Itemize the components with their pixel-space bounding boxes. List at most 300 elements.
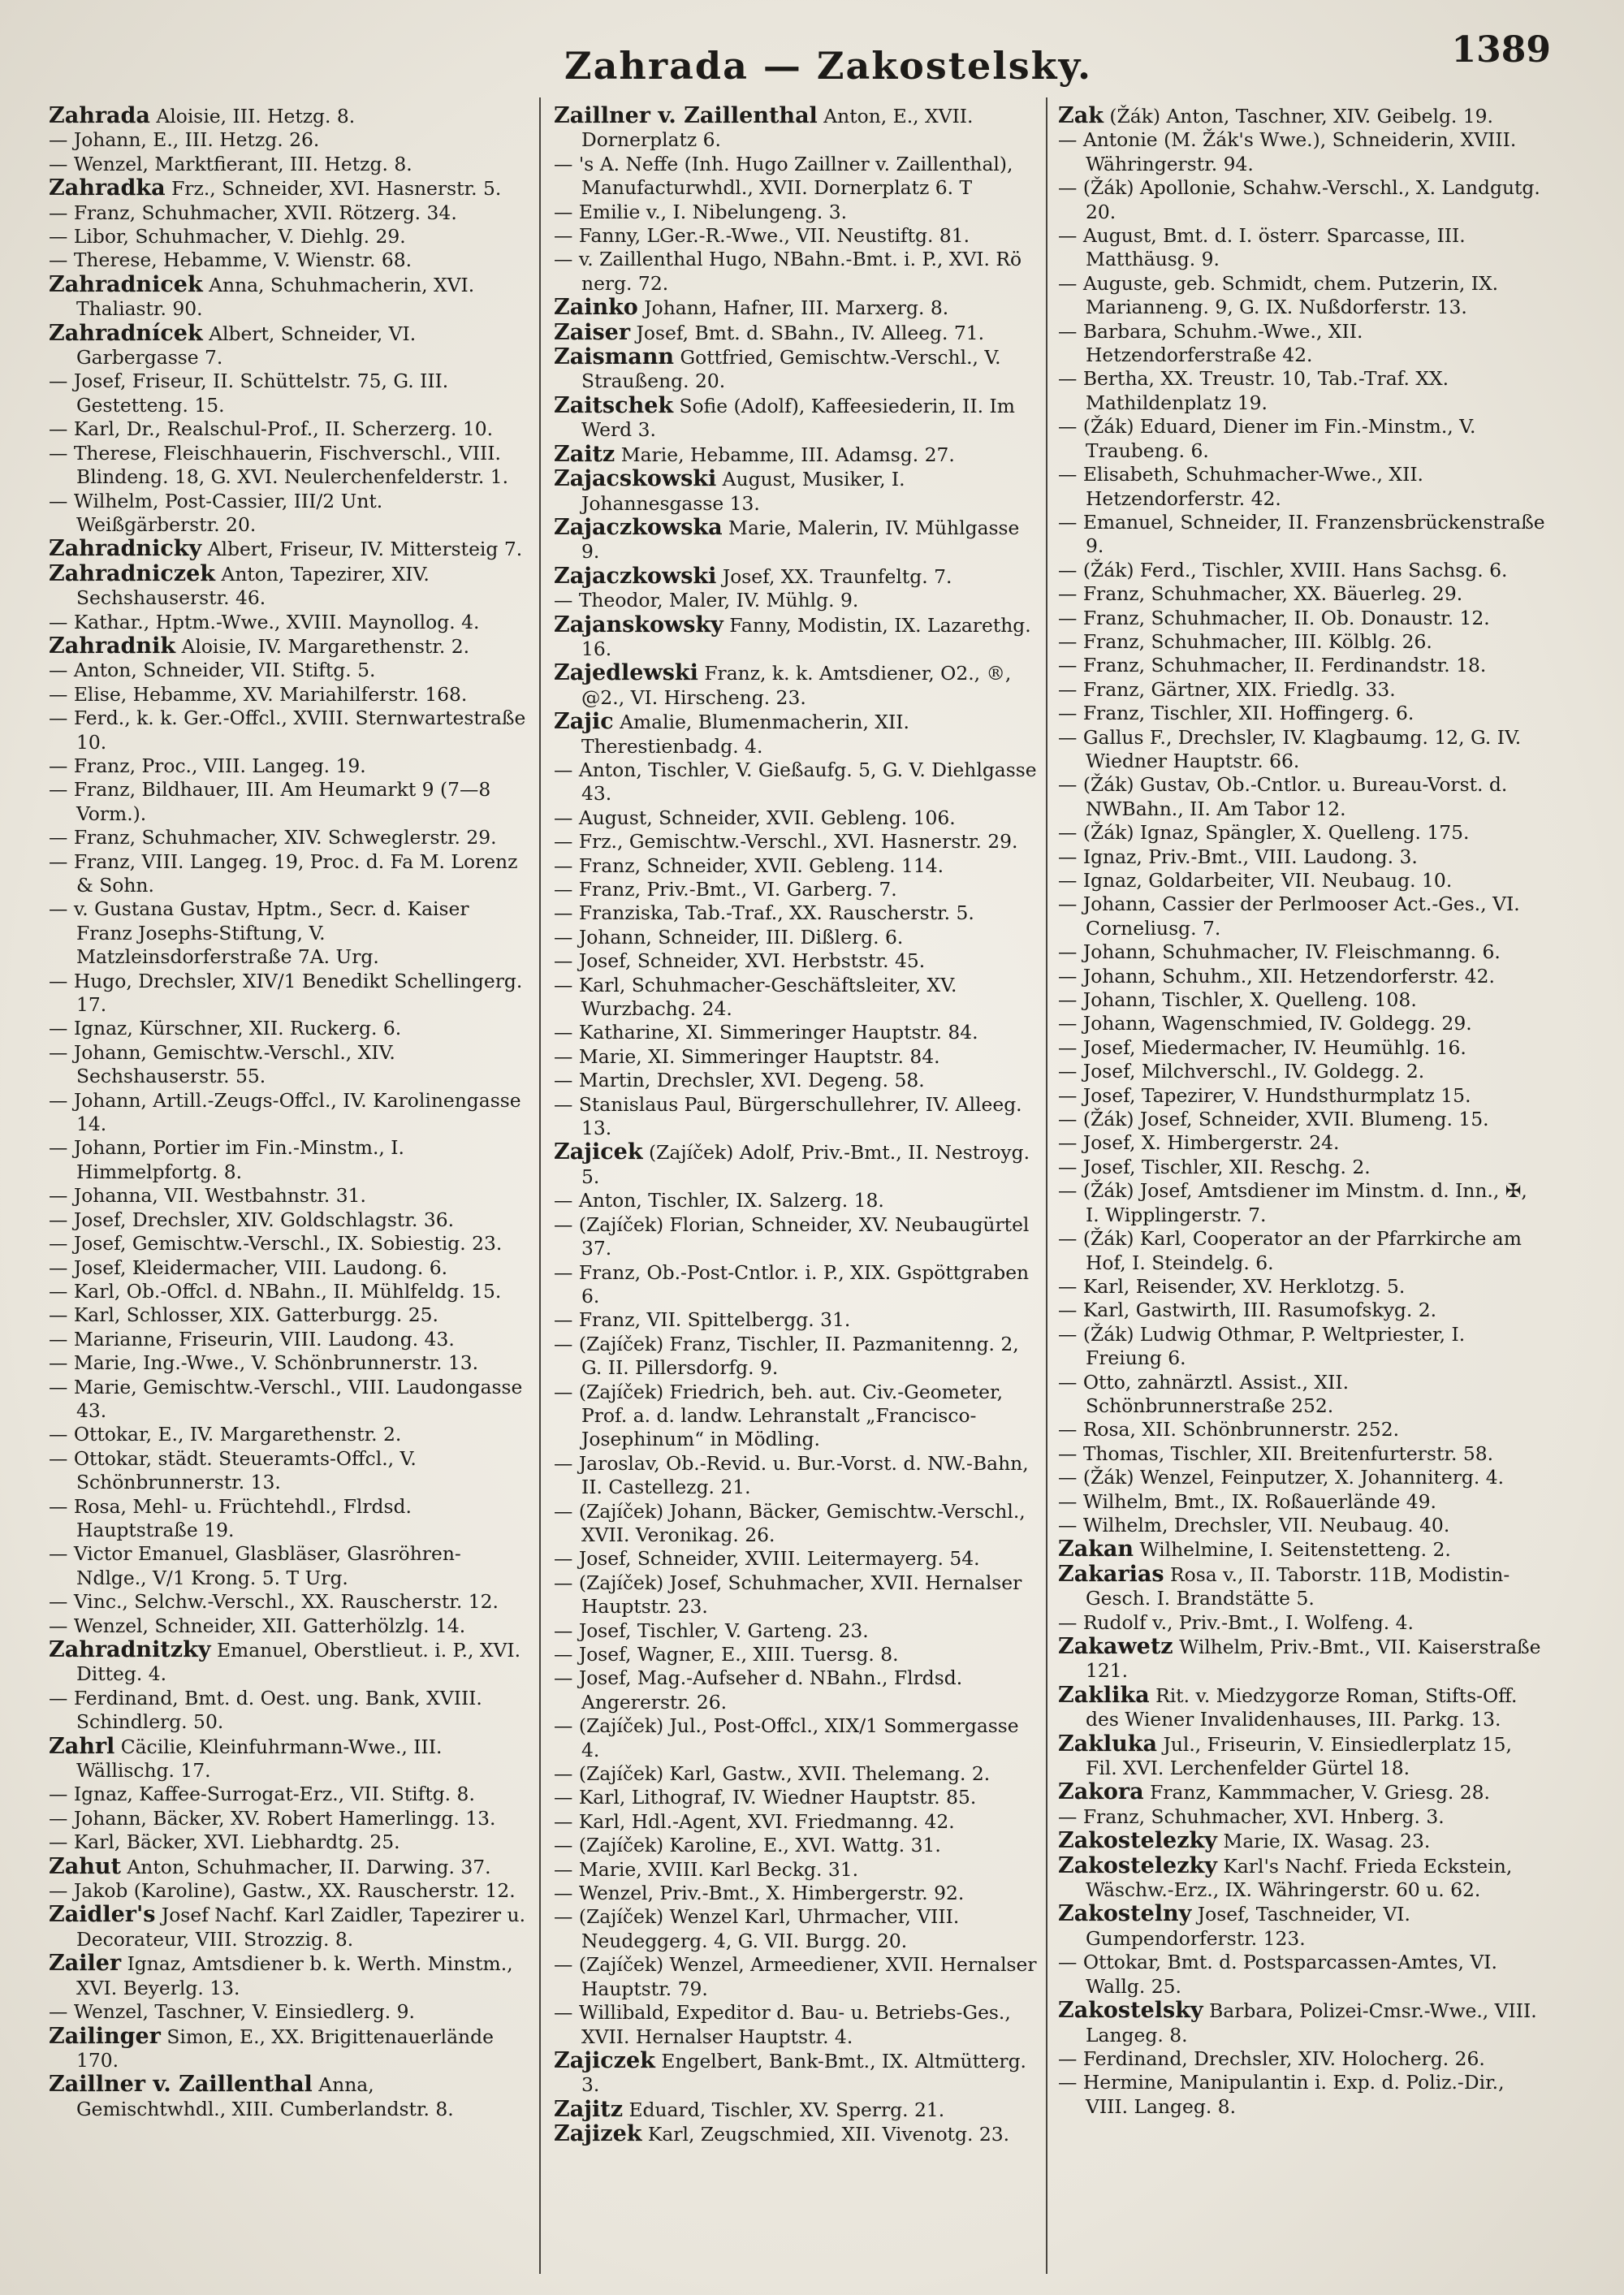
entry-text: (Zajíček) Adolf, Priv.-Bmt., II. Nestroyg. 5. (581, 1141, 1030, 1188)
entry-text: — (Zajíček) Friedrich, beh. aut. Civ.-Geometer, Prof. a. d. landw. Lehranstalt „Francisco-Josephinum“ in Mödling. (554, 1380, 1004, 1451)
directory-entry (554, 1547, 1037, 1571)
entry-text: — (Zajíček) Karoline, E., XVI. Wattg. 31. (554, 1834, 941, 1857)
entry-text: — Antonie (M. Žák's Wwe.), Schneiderin, XVIII. Währingerstr. 94. (1058, 128, 1517, 175)
directory-entry (1058, 630, 1545, 654)
directory-entry (1058, 1036, 1545, 1060)
entry-surname: Zak (1058, 104, 1104, 128)
directory-entry (49, 1280, 528, 1303)
directory-entry (1058, 988, 1545, 1012)
directory-entry (554, 153, 1037, 201)
directory-entry (554, 806, 1037, 830)
entry-text: — Josef, Milchverschl., IV. Goldegg. 2. (1058, 1060, 1425, 1083)
entry-surname: Zajic (554, 709, 614, 735)
directory-entry (554, 1810, 1037, 1834)
directory-entry (49, 249, 528, 272)
entry-text: — Bertha, XX. Treustr. 10, Tab.-Traf. XX. Mathildenplatz 19. (1058, 367, 1449, 414)
directory-entry (49, 897, 528, 969)
directory-entry (49, 1376, 528, 1424)
directory-entry (49, 153, 528, 176)
directory-entry (554, 759, 1037, 806)
directory-entry (49, 104, 528, 128)
directory-entry (49, 1855, 528, 1879)
directory-entry (1058, 1084, 1545, 1108)
directory-entry (49, 1423, 528, 1446)
directory-entry (49, 1089, 528, 1137)
entry-text: — (Žák) Wenzel, Feinputzer, X. Johanniterg. 4. (1058, 1466, 1505, 1489)
page-title: Zahrada — Zakostelsky. (564, 44, 1092, 88)
entry-text: — (Žák) Ludwig Othmar, P. Weltpriester, I. Freiung 6. (1058, 1322, 1466, 1370)
directory-entry (554, 1714, 1037, 1762)
entry-text: — (Zajíček) Johann, Bäcker, Gemischtw.-Verschl., XVII. Veronikag. 26. (554, 1499, 1026, 1546)
directory-entry (554, 1953, 1037, 2001)
entry-surname: Zajedlewski (554, 660, 698, 686)
directory-entry (554, 2122, 1037, 2146)
entry-text: — (Žák) Gustav, Ob.-Cntlor. u. Bureau-Vorst. d. NWBahn., II. Am Tabor 12. (1058, 773, 1508, 820)
entry-text: — Libor, Schuhmacher, V. Diehlg. 29. (49, 225, 406, 249)
directory-entry (1058, 1060, 1545, 1083)
entry-text: — Josef, Schneider, XVI. Herbststr. 45. (554, 949, 926, 973)
directory-entry (1058, 965, 1545, 988)
directory-entry (49, 1017, 528, 1040)
directory-entry (1058, 176, 1545, 224)
directory-entry (1058, 559, 1545, 582)
entry-text: — Johann, Wagenschmied, IV. Goldegg. 29. (1058, 1012, 1472, 1035)
entry-text: — Ottokar, Bmt. d. Postsparcassen-Amtes, VI. Wallg. 25. (1058, 1951, 1497, 1998)
entry-surname: Zajanskowsky (554, 612, 723, 638)
directory-entry (554, 926, 1037, 949)
directory-entry (49, 273, 528, 322)
entry-text: Johann, Hafner, III. Marxerg. 8. (644, 296, 949, 320)
entry-text: — Karl, Lithograf, IV. Wiedner Hauptstr. 85. (554, 1786, 977, 1809)
entry-text: — Otto, zahnärztl. Assist., XII. Schönbrunnerstraße 252. (1058, 1370, 1350, 1417)
directory-entry (49, 1447, 528, 1495)
entry-text: Josef, XX. Traunfeltg. 7. (722, 564, 952, 588)
directory-entry (1058, 1442, 1545, 1466)
entry-text: Fanny, Modistin, IX. Lazarethg. 16. (581, 613, 1031, 660)
directory-entry (554, 345, 1037, 394)
directory-entry (1058, 224, 1545, 272)
directory-entry (554, 104, 1037, 153)
entry-text: Jul., Friseurin, V. Einsiedlerplatz 15, Fil. XVI. Lerchenfelder Gürtel 18. (1086, 1732, 1512, 1780)
entry-text: Aloisie, III. Hetzg. 8. (156, 105, 356, 128)
entry-text: — Johann, E., III. Hetzg. 26. (49, 128, 320, 152)
directory-entry (554, 2098, 1037, 2122)
entry-text: Marie, Malerin, IV. Mühlgasse 9. (581, 516, 1020, 564)
entry-text: — Wilhelm, Bmt., IX. Roßauerlände 49. (1058, 1489, 1436, 1513)
entry-text: — Stanislaus Paul, Bürgerschullehrer, IV. Alleeg. 13. (554, 1092, 1022, 1140)
directory-entry (554, 201, 1037, 224)
entry-text: Franz, Kammmacher, V. Griesg. 28. (1150, 1781, 1490, 1804)
directory-entry (1058, 654, 1545, 677)
directory-entry (1058, 1275, 1545, 1299)
directory-entry (554, 248, 1037, 296)
entry-text: — (Zajíček) Jul., Post-Offcl., XIX/1 Sommergasse 4. (554, 1714, 1019, 1761)
entry-surname: Zakora (1058, 1779, 1144, 1805)
directory-entry (49, 1783, 528, 1806)
entry-text: — (Žák) Apollonie, Schahw.-Verschl., X. Landgutg. 20. (1058, 176, 1540, 223)
entry-text: — August, Bmt. d. I. österr. Sparcasse, III. Matthäusg. 9. (1058, 224, 1466, 271)
entry-text: — Franz, Schuhmacher, III. Kölblg. 26. (1058, 629, 1432, 653)
directory-entry (49, 1136, 528, 1184)
entry-text: — Ferdinand, Drechsler, XIV. Holocherg. 26. (1058, 2046, 1485, 2070)
page-number: 1389 (1451, 29, 1551, 71)
entry-text: — Johann, Bäcker, XV. Robert Hamerlingg. 13. (49, 1806, 496, 1830)
entry-text: — Kathar., Hptm.-Wwe., XVIII. Maynollog. 4. (49, 610, 480, 633)
directory-entry (554, 1571, 1037, 1619)
entry-surname: Zakostelezky (1058, 1852, 1217, 1878)
entry-text: — Franz, Schuhmacher, II. Ferdinandstr. 18. (1058, 654, 1487, 677)
entry-text: — Elise, Hebamme, XV. Mariahilferstr. 168. (49, 682, 468, 706)
entry-text: — Wenzel, Priv.-Bmt., X. Himbergerstr. 92. (554, 1882, 965, 1905)
directory-entry (49, 754, 528, 778)
entry-text: Eduard, Tischler, XV. Sperrg. 21. (628, 2098, 945, 2121)
entry-surname: Zailinger (49, 2023, 161, 2049)
entry-text: — Josef, Wagner, E., XIII. Tuersg. 8. (554, 1643, 899, 1666)
directory-entry (554, 1619, 1037, 1643)
entry-text: — Franz, Schuhmacher, XX. Bäuerleg. 29. (1058, 582, 1463, 606)
entry-text: — Jaroslav, Ob.-Revid. u. Bur.-Vorst. d. NW.-Bahn, II. Castellezg. 21. (554, 1451, 1029, 1499)
entry-text: — Karl, Hdl.-Agent, XVI. Friedmanng. 42. (554, 1809, 955, 1833)
directory-entry (49, 537, 528, 561)
entry-text: Ignaz, Amtsdiener b. k. Werth. Minstm., XVI. Beyerlg. 13. (76, 1952, 513, 1999)
directory-entry (49, 1951, 528, 2000)
directory-entry (49, 826, 528, 849)
entry-text: Amalie, Blumenmacherin, XII. Therestienbadg. 4. (581, 711, 909, 758)
directory-entry (1058, 415, 1545, 463)
entry-surname: Zakarias (1058, 1561, 1164, 1587)
entry-text: — Josef, X. Himbergerstr. 24. (1058, 1131, 1340, 1155)
directory-entry (49, 562, 528, 611)
directory-entry (554, 1021, 1037, 1044)
directory-entry (49, 128, 528, 152)
entry-text: — Wenzel, Taschner, V. Einsiedlerg. 9. (49, 2000, 415, 2024)
entry-text: — Josef, Kleidermacher, VIII. Laudong. 6. (49, 1256, 448, 1279)
entry-text: — (Zajíček) Florian, Schneider, XV. Neubaugürtel 37. (554, 1212, 1030, 1260)
entry-text: — (Žák) Ignaz, Spängler, X. Quelleng. 175. (1058, 821, 1470, 845)
directory-entry (1058, 1611, 1545, 1635)
entry-surname: Zajacskowski (554, 466, 717, 492)
directory-entry (554, 1045, 1037, 1069)
entry-text: Wilhelmine, I. Seitenstetteng. 2. (1139, 1538, 1451, 1562)
entry-text: — Johann, Schneider, III. Dißlerg. 6. (554, 925, 904, 949)
directory-entry (554, 878, 1037, 901)
directory-entry (1058, 2071, 1545, 2119)
entry-surname: Zahradnicky (49, 536, 202, 562)
directory-entry (1058, 1227, 1545, 1275)
entry-surname: Zahrl (49, 1733, 115, 1759)
entry-surname: Zaillner v. Zaillenthal (554, 104, 818, 128)
directory-entry (1058, 773, 1545, 821)
entry-text: Cäcilie, Kleinfuhrmann-Wwe., III. Wällischg. 17. (76, 1735, 443, 1783)
directory-entry (554, 1500, 1037, 1548)
entry-text: — Karl, Gastwirth, III. Rasumofskyg. 2. (1058, 1299, 1437, 1322)
entry-surname: Zailer (49, 1951, 122, 1977)
entry-text: — Josef, Miedermacher, IV. Heumühlg. 16. (1058, 1035, 1466, 1059)
entry-text: — Franz, Ob.-Post-Cntlor. i. P., XIX. Gspöttgraben 6. (554, 1260, 1030, 1307)
entry-text: — Therese, Fleischhauerin, Fischverschl., VIII. Blindeng. 18, G. XVI. Neulerchenfelderstr. 1. (49, 441, 509, 489)
entry-surname: Zajaczkowski (554, 563, 717, 589)
entry-text: — Elisabeth, Schuhmacher-Wwe., XII. Hetzendorferstr. 42. (1058, 463, 1423, 510)
entry-text: — Katharine, XI. Simmeringer Hauptstr. 84. (554, 1021, 978, 1044)
entry-text: — Hugo, Drechsler, XIV/1 Benedikt Schellingerg. 17. (49, 969, 523, 1017)
entry-text: — (Žák) Josef, Schneider, XVII. Blumeng. 15. (1058, 1108, 1489, 1131)
entry-text: — (Žák) Eduard, Diener im Fin.-Minstm., V. Traubeng. 6. (1058, 415, 1476, 462)
entry-text: Marie, IX. Wasag. 23. (1223, 1830, 1431, 1853)
entry-text: — Ferd., k. k. Ger.-Offcl., XVIII. Sternwartestraße 10. (49, 707, 526, 754)
directory-entry (554, 443, 1037, 467)
directory-entry (554, 394, 1037, 443)
entry-text: — August, Schneider, XVII. Gebleng. 106. (554, 806, 956, 829)
entry-surname: Zakostelezky (1058, 1828, 1217, 1854)
directory-entry (49, 1256, 528, 1280)
directory-entry (49, 176, 528, 201)
entry-text: — Josef, Tischler, V. Garteng. 23. (554, 1619, 869, 1642)
entry-text: — Ignaz, Kaffee-Surrogat-Erz., VII. Stiftg. 8. (49, 1783, 475, 1806)
entry-text: — Marianne, Friseurin, VIII. Laudong. 43. (49, 1327, 455, 1351)
directory-entry (1058, 320, 1545, 368)
entry-surname: Zaismann (554, 344, 674, 370)
entry-surname: Zajiczek (554, 2047, 655, 2073)
entry-text: — Vinc., Selchw.-Verschl., XX. Rauscherstr. 12. (49, 1590, 499, 1614)
entry-surname: Zainko (554, 295, 638, 321)
directory-entry (49, 1542, 528, 1590)
directory-entry (1058, 1323, 1545, 1371)
entry-text: — (Zajíček) Josef, Schuhmacher, XVII. Hernalser Hauptstr. 23. (554, 1571, 1022, 1619)
directory-entry (554, 1093, 1037, 1141)
directory-entry (49, 1041, 528, 1089)
directory-entry (554, 1069, 1037, 1092)
directory-entry (554, 710, 1037, 759)
directory-entry (1058, 1562, 1545, 1611)
directory-entry (554, 1308, 1037, 1332)
directory-entry (49, 1830, 528, 1854)
entry-text: — Johann, Gemischtw.-Verschl., XIV. Sechshauserstr. 55. (49, 1040, 395, 1088)
entry-text: — (Žák) Ferd., Tischler, XVIII. Hans Sachsg. 6. (1058, 558, 1508, 581)
directory-entry (1058, 1829, 1545, 1853)
directory-entry (49, 1735, 528, 1783)
directory-entry (554, 1261, 1037, 1309)
directory-entry (1058, 1537, 1545, 1562)
entry-text: — Emanuel, Schneider, II. Franzensbrückenstraße 9. (1058, 510, 1545, 558)
directory-entry (554, 1834, 1037, 1857)
entry-text: Anton, Tapezirer, XIV. Sechshauserstr. 46. (76, 562, 430, 610)
entry-text: Anna, Gemischtwhdl., XIII. Cumberlandstr. 8. (76, 2073, 454, 2120)
directory-entry (49, 1687, 528, 1735)
directory-entry (554, 516, 1037, 564)
entry-surname: Zajicek (554, 1139, 643, 1165)
entry-text: — Johann, Tischler, X. Quelleng. 108. (1058, 988, 1417, 1012)
directory-entry (554, 2001, 1037, 2049)
entry-text: — Franz, Bildhauer, III. Am Heumarkt 9 (7—8 Vorm.). (49, 778, 491, 825)
page-header (106, 29, 1551, 94)
entry-text: — Karl, Bäcker, XVI. Liebhardtg. 25. (49, 1830, 400, 1854)
directory-entry (49, 2025, 528, 2073)
entry-text: — Karl, Schuhmacher-Geschäftsleiter, XV. Wurzbachg. 24. (554, 973, 957, 1021)
entry-text: — Ignaz, Goldarbeiter, VII. Neubaug. 10. (1058, 869, 1453, 892)
entry-text: — Wenzel, Schneider, XII. Gatterhölzlg. 14. (49, 1614, 466, 1637)
directory-entry (554, 467, 1037, 516)
directory-entry (1058, 1999, 1545, 2047)
entry-text: — Ottokar, E., IV. Margarethenstr. 2. (49, 1423, 402, 1446)
entry-text: — Rosa, Mehl- u. Früchtehdl., Flrdsd. Hauptstraße 19. (49, 1494, 412, 1541)
entry-text: — Karl, Schlosser, XIX. Gatterburgg. 25. (49, 1303, 438, 1327)
entry-text: Rosa v., II. Taborstr. 11B, Modistin-Gesch. I. Brandstätte 5. (1086, 1562, 1510, 1610)
directory-entry (49, 850, 528, 898)
directory-entry (49, 1495, 528, 1543)
directory-entry (1058, 1902, 1545, 1951)
entry-surname: Zaidler's (49, 1902, 156, 1928)
directory-entry (49, 370, 528, 417)
column-1 (49, 104, 528, 2264)
entry-text: — Franz, Priv.-Bmt., VI. Garberg. 7. (554, 878, 897, 901)
entry-surname: Zahradka (49, 175, 166, 201)
directory-entry (554, 1762, 1037, 1786)
entry-surname: Zajitz (554, 2096, 624, 2122)
directory-entry (49, 707, 528, 754)
directory-entry (554, 589, 1037, 612)
entry-surname: Zahut (49, 1853, 121, 1879)
directory-entry (554, 901, 1037, 925)
entry-text: — Johann, Portier im Fin.-Minstm., I. Himmelpfortg. 8. (49, 1136, 404, 1183)
entry-surname: Zaiser (554, 319, 631, 345)
entry-text: — Karl, Dr., Realschul-Prof., II. Scherzerg. 10. (49, 417, 494, 441)
entry-text: — (Žák) Josef, Amtsdiener im Minstm. d. Inn., ✠, I. Wipplingerstr. 7. (1058, 1179, 1527, 1226)
directory-entry (1058, 940, 1545, 964)
directory-entry (1058, 607, 1545, 630)
directory-entry (1058, 1299, 1545, 1322)
entry-text: — Rosa, XII. Schönbrunnerstr. 252. (1058, 1418, 1400, 1441)
directory-entry (1058, 104, 1545, 128)
entry-text: Sofie (Adolf), Kaffeesiederin, II. Im Werd 3. (581, 394, 1015, 442)
entry-text: — Franz, VIII. Langeg. 19, Proc. d. Fa M. Lorenz & Sohn. (49, 849, 518, 897)
entry-text: — Franz, Schuhmacher, XIV. Schweglerstr. 29. (49, 826, 497, 849)
directory-entry (554, 296, 1037, 320)
entry-text: — Victor Emanuel, Glasbläser, Glasröhren-Ndlge., V/1 Krong. 5. T Urg. (49, 1542, 461, 1589)
directory-entry (1058, 1854, 1545, 1903)
directory-entry (49, 2000, 528, 2024)
entry-text: — Anton, Tischler, V. Gießaufg. 5, G. V. Diehlgasse 43. (554, 758, 1037, 806)
entry-text: Rit. v. Miedzygorze Roman, Stifts-Off. des Wiener Invalidenhauses, III. Parkg. 13. (1086, 1683, 1518, 1731)
directory-entry (554, 1786, 1037, 1809)
entry-surname: Zajizek (554, 2121, 642, 2147)
directory-entry (554, 1213, 1037, 1261)
directory-entry (1058, 1418, 1545, 1441)
directory-entry (554, 1140, 1037, 1189)
directory-entry (1058, 1012, 1545, 1035)
entry-surname: Zahradnitzky (49, 1637, 211, 1662)
directory-entry (1058, 1514, 1545, 1537)
entry-text: — Anton, Tischler, IX. Salzerg. 18. (554, 1189, 884, 1212)
entry-text: — Franz, Proc., VIII. Langeg. 19. (49, 754, 366, 777)
entry-text: (Žák) Anton, Taschner, XIV. Geibelg. 19. (1109, 105, 1493, 128)
entry-surname: Zakan (1058, 1536, 1134, 1562)
directory-entry (1058, 463, 1545, 511)
directory-entry (1058, 1490, 1545, 1514)
entry-text: — Wenzel, Marktfierant, III. Hetzg. 8. (49, 152, 412, 175)
directory-entry (1058, 2047, 1545, 2071)
entry-text: — Thomas, Tischler, XII. Breitenfurterstr. 58. (1058, 1441, 1494, 1465)
entry-text: Anton, Schuhmacher, II. Darwing. 37. (127, 1855, 491, 1878)
entry-text: — Johann, Artill.-Zeugs-Offcl., IV. Karolinengasse 14. (49, 1088, 521, 1136)
entry-text: — (Zajíček) Wenzel Karl, Uhrmacher, VIII. Neudeggerg. 4, G. VII. Burgg. 20. (554, 1905, 960, 1952)
entry-text: Albert, Friseur, IV. Mittersteig 7. (207, 538, 523, 561)
entry-text: — Josef, Schneider, XVIII. Leitermayerg. 54. (554, 1547, 980, 1571)
entry-text: Anton, E., XVII. Dornerplatz 6. (581, 105, 974, 152)
entry-text: — Franz, Schuhmacher, II. Ob. Donaustr. 12. (1058, 606, 1490, 629)
entry-text: — Auguste, geb. Schmidt, chem. Putzerin, IX. Marianneng. 9, G. IX. Nußdorferstr. 13. (1058, 271, 1499, 319)
entry-text: — Therese, Hebamme, V. Wienstr. 68. (49, 249, 412, 272)
directory-entry (1058, 869, 1545, 892)
entry-surname: Zaillner v. Zaillenthal (49, 2072, 313, 2098)
directory-entry (554, 1381, 1037, 1452)
entry-text: — Emilie v., I. Nibelungeng. 3. (554, 200, 848, 223)
directory-entry (554, 949, 1037, 973)
entry-text: — Johanna, VII. Westbahnstr. 31. (49, 1184, 366, 1208)
entry-text: — (Zajíček) Wenzel, Armeediener, XVII. Hernalser Hauptstr. 79. (554, 1953, 1037, 2000)
directory-entry (1058, 1683, 1545, 1732)
directory-entry (554, 1643, 1037, 1666)
entry-text: — Theodor, Maler, IV. Mühlg. 9. (554, 589, 859, 612)
column-2 (554, 104, 1037, 2264)
entry-text: — Marie, XVIII. Karl Beckg. 31. (554, 1857, 859, 1881)
directory-entry (49, 1184, 528, 1208)
directory-entry (1058, 892, 1545, 940)
entry-text: — Karl, Ob.-Offcl. d. NBahn., II. Mühlfeldg. 15. (49, 1279, 502, 1303)
entry-surname: Zahradniczek (49, 560, 215, 586)
entry-text: — (Zajíček) Franz, Tischler, II. Pazmanitenng. 2, G. II. Pillersdorfg. 9. (554, 1332, 1019, 1380)
entry-text: Albert, Schneider, VI. Garbergasse 7. (76, 322, 417, 370)
directory-entry (1058, 845, 1545, 869)
entry-surname: Zakluka (1058, 1731, 1158, 1757)
entry-text: — Josef, Drechsler, XIV. Goldschlagstr. 36. (49, 1208, 455, 1231)
directory-entry (554, 564, 1037, 589)
entry-surname: Zahradnícek (49, 320, 203, 346)
entry-surname: Zaklika (1058, 1682, 1150, 1708)
entry-text: — Frz., Gemischtw.-Verschl., XVI. Hasnerstr. 29. (554, 830, 1018, 854)
entry-text: — Johann, Cassier der Perlmooser Act.-Ges., VI. Corneliusg. 7. (1058, 892, 1520, 940)
entry-text: — Josef, Gemischtw.-Verschl., IX. Sobiestig. 23. (49, 1232, 503, 1256)
entry-text: — Ottokar, städt. Steueramts-Offcl., V. Schönbrunnerstr. 13. (49, 1446, 417, 1494)
directory-entry (554, 1858, 1037, 1882)
directory-entry (49, 2072, 528, 2121)
entry-text: — Willibald, Expeditor d. Bau- u. Betriebs-Ges., XVII. Hernalser Hauptstr. 4. (554, 2001, 1011, 2048)
directory-entry (49, 1590, 528, 1614)
directory-entry (49, 634, 528, 659)
directory-entry (49, 1638, 528, 1687)
directory-entry (1058, 511, 1545, 559)
entry-text: — Ferdinand, Bmt. d. Oest. ung. Bank, XVIII. Schindlerg. 50. (49, 1686, 482, 1734)
directory-entry (554, 1666, 1037, 1714)
directory-entry (554, 1333, 1037, 1381)
entry-text: Wilhelm, Priv.-Bmt., VII. Kaiserstraße 121. (1086, 1636, 1541, 1683)
entry-text: — 's A. Neffe (Inh. Hugo Zaillner v. Zaillenthal), Manufacturwhdl., XVII. Dornerplatz 6. T (554, 152, 1013, 200)
entry-text: — Marie, Ing.-Wwe., V. Schönbrunnerstr. 13. (49, 1351, 479, 1375)
entry-surname: Zakostelsky (1058, 1998, 1203, 2024)
directory-entry (49, 442, 528, 490)
entry-text: — Josef, Tischler, XII. Reschg. 2. (1058, 1155, 1371, 1178)
entry-text: — Josef, Tapezirer, V. Hundsthurmplatz 15. (1058, 1083, 1471, 1107)
directory-entry (554, 830, 1037, 854)
directory-entry (49, 1879, 528, 1903)
directory-entry (1058, 726, 1545, 774)
entry-text: — (Zajíček) Karl, Gastw., XVII. Thelemang. 2. (554, 1762, 991, 1786)
entry-text: Engelbert, Bank-Bmt., IX. Altmütterg. 3. (581, 2049, 1026, 2097)
directory-entry (554, 613, 1037, 662)
entry-surname: Zaitz (554, 441, 615, 467)
entry-text: — Ignaz, Kürschner, XII. Ruckerg. 6. (49, 1017, 402, 1040)
entry-text: — Fanny, LGer.-R.-Wwe., VII. Neustiftg. 81. (554, 224, 970, 248)
column-divider (539, 97, 541, 2274)
